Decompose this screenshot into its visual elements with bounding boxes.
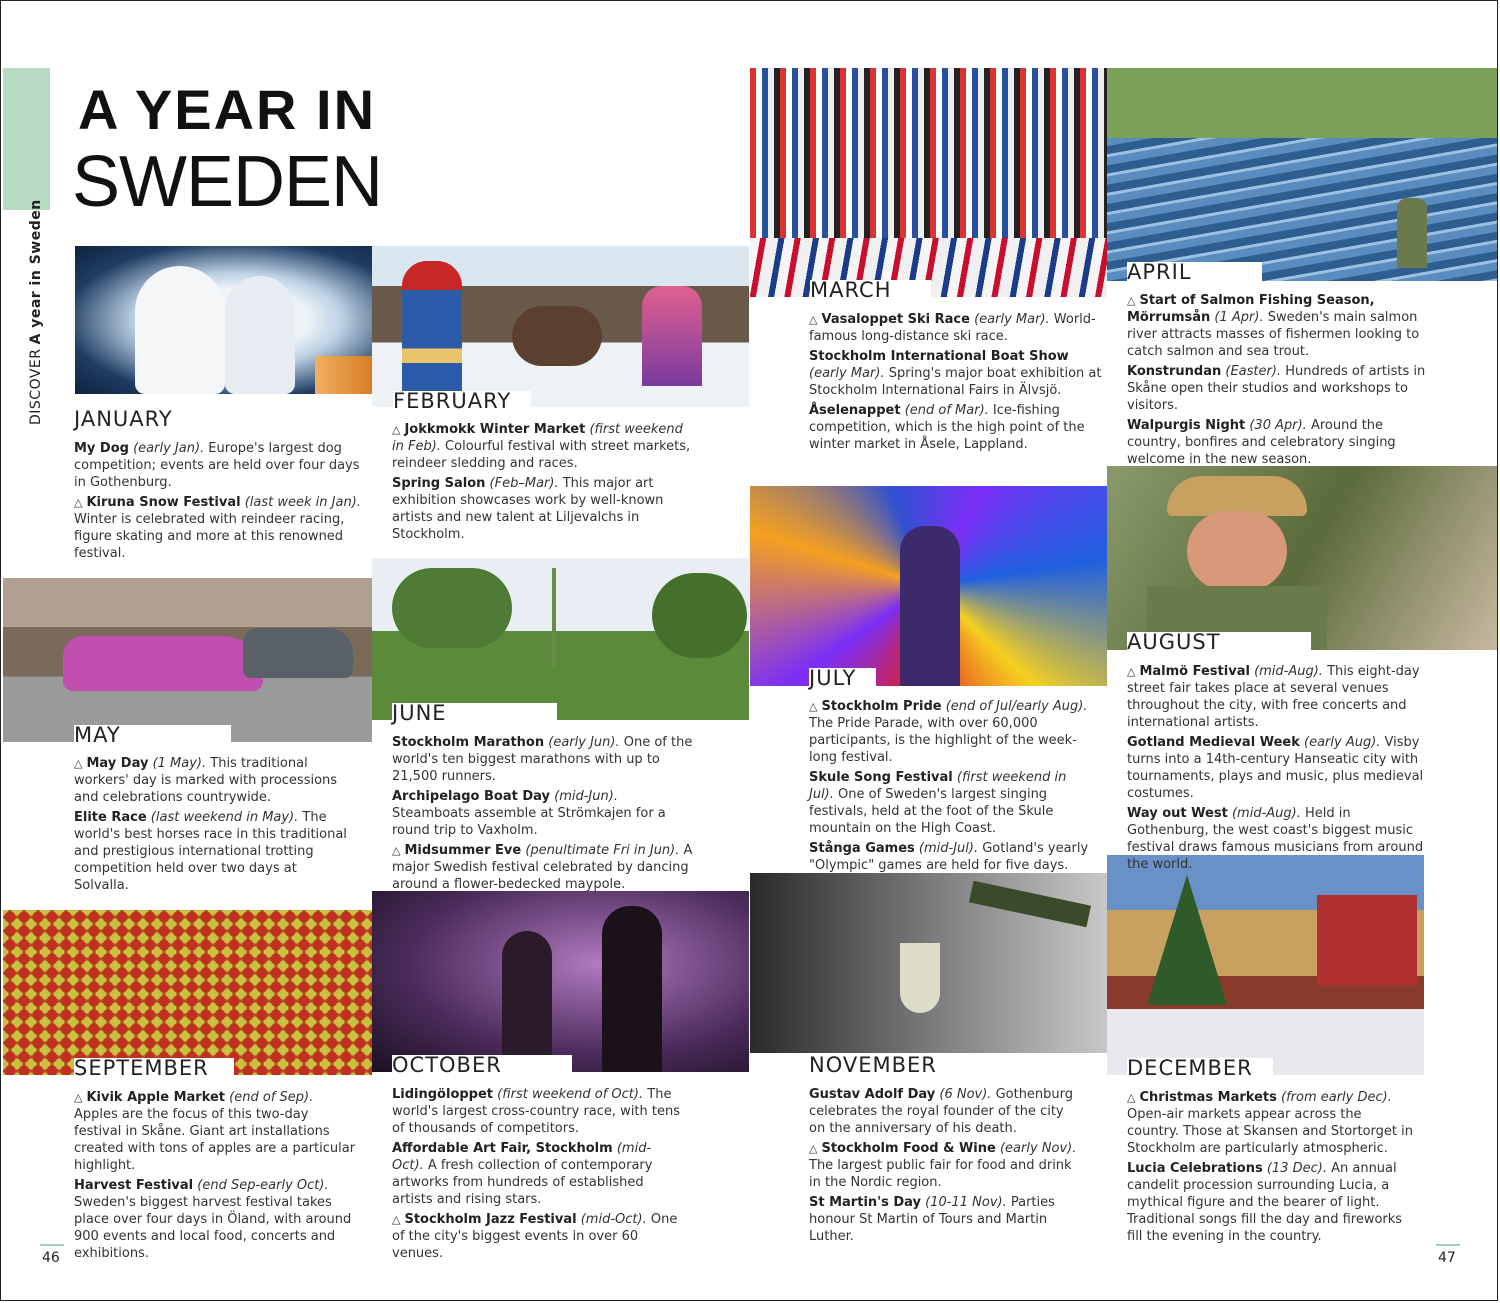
event-item: △ Stockholm Jazz Festival (mid-Oct). One of the city's biggest events in over 60 venues.	[392, 1212, 678, 1261]
triangle-highlight-icon: △	[392, 1213, 401, 1226]
page-number-left: 46	[42, 1250, 60, 1266]
page-number-rule-right	[1436, 1244, 1460, 1246]
event-item: Stockholm International Boat Show (early Mar). Spring's major boat exhibition at Stockholm International Fairs in Älvsjö.	[809, 349, 1102, 398]
side-label-prefix: DISCOVER	[28, 348, 44, 425]
photo-april-salmon-fishing	[1107, 68, 1497, 281]
event-item: Lidingöloppet (first weekend of Oct). The world's largest cross-country race, with tens of thousands of competitors.	[392, 1087, 681, 1136]
event-item: △ Midsummer Eve (penultimate Fri in Jun). A major Swedish festival celebrated by dancing around a flower-bedecked maypole.	[392, 843, 693, 892]
event-item: △ Kiruna Snow Festival (last week in Jan). Winter is celebrated with reindeer racing, figure skating and more at this renowned festival.	[74, 495, 361, 561]
photo-november-food-wine	[750, 873, 1107, 1053]
photo-february-winter-market	[372, 246, 749, 407]
side-label-title: A year in Sweden	[28, 199, 44, 345]
event-item: St Martin's Day (10-11 Nov). Parties honour St Martin of Tours and Martin Luther.	[809, 1195, 1055, 1244]
month-events-april	[1127, 292, 1427, 471]
event-item: Gustav Adolf Day (6 Nov). Gothenburg celebrates the royal founder of the city on the anniversary of his death.	[809, 1087, 1074, 1136]
month-heading-july: JULY	[809, 668, 876, 689]
event-item: Stånga Games (mid-Jul). Gotland's yearly "Olympic" games are held for five days.	[809, 841, 1089, 873]
event-item: △ Christmas Markets (from early Dec). Open-air markets appear across the country. Those at Skansen and Stortorget in Stockholm are particularly atmospheric.	[1127, 1090, 1413, 1156]
event-item: Åselenappet (end of Mar). Ice-fishing competition, which is the high point of the winter market in Åsele, Lappland.	[809, 403, 1085, 452]
triangle-highlight-icon: △	[809, 1142, 818, 1155]
photo-may-day-parade	[3, 578, 372, 742]
month-events-january	[74, 440, 364, 565]
month-heading-october: OCTOBER	[392, 1055, 572, 1076]
event-item: △ Stockholm Food & Wine (early Nov). The largest public fair for food and drink in the Nordic region.	[809, 1141, 1077, 1190]
event-item: Konstrundan (Easter). Hundreds of artists in Skåne open their studios and workshops to visitors.	[1127, 364, 1426, 413]
month-heading-may: MAY	[74, 725, 231, 746]
event-item: Gotland Medieval Week (early Aug). Visby turns into a 14th-century Hanseatic city with tournaments, plays and music, plus medieval costumes.	[1127, 735, 1424, 801]
triangle-highlight-icon: △	[74, 757, 83, 770]
page-title-line2: SWEDEN	[72, 142, 383, 222]
event-item: Stockholm Marathon (early Jun). One of the world's ten biggest marathons with up to 21,500 runners.	[392, 735, 693, 784]
month-events-february	[392, 421, 692, 546]
event-item: △ Start of Salmon Fishing Season, Mörrumsån (1 Apr). Sweden's main salmon river attracts masses of fishermen looking to catch salmon and sea trout.	[1127, 293, 1420, 359]
photo-january-snow-sculpture	[75, 246, 372, 394]
event-item: △ Jokkmokk Winter Market (first weekend in Feb). Colourful festival with street markets, reindeer sledding and races.	[392, 422, 691, 471]
photo-october-jazz	[372, 891, 749, 1072]
event-item: Skule Song Festival (first weekend in Jul). One of Sweden's largest singing festivals, held at the foot of the Skule mountain on the High Coast.	[809, 770, 1067, 836]
month-heading-january: JANUARY	[74, 409, 183, 430]
month-events-december	[1127, 1089, 1417, 1248]
month-heading-june: JUNE	[392, 703, 557, 724]
month-heading-february: FEBRUARY	[393, 391, 531, 412]
photo-june-midsummer	[372, 558, 749, 720]
triangle-highlight-icon: △	[1127, 1091, 1136, 1104]
month-events-october	[392, 1086, 682, 1265]
event-item: Spring Salon (Feb–Mar). This major art exhibition showcases work by well-known artists and new talent at Liljevalchs in Stockholm.	[392, 476, 664, 542]
triangle-highlight-icon: △	[1127, 665, 1136, 678]
photo-august-festival	[1107, 466, 1497, 650]
month-heading-december: DECEMBER	[1127, 1058, 1273, 1079]
event-item: Lucia Celebrations (13 Dec). An annual candelit procession surrounding Lucia, a mythical figure and the bearer of light. Traditional songs fill the day and fireworks fill the evening in the country.	[1127, 1161, 1403, 1244]
month-heading-march: MARCH	[810, 280, 931, 301]
triangle-highlight-icon: △	[809, 700, 818, 713]
month-events-august	[1127, 663, 1427, 876]
triangle-highlight-icon: △	[1127, 294, 1136, 307]
triangle-highlight-icon: △	[74, 1091, 83, 1104]
triangle-highlight-icon: △	[392, 844, 401, 857]
event-item: △ Vasaloppet Ski Race (early Mar). World-famous long-distance ski race.	[809, 312, 1096, 344]
triangle-highlight-icon: △	[392, 423, 401, 436]
month-events-september	[74, 1089, 359, 1265]
month-heading-november: NOVEMBER	[809, 1055, 997, 1076]
event-item: Way out West (mid-Aug). Held in Gothenburg, the west coast's biggest music festival draws famous musicians from around the world.	[1127, 806, 1424, 872]
event-item: Walpurgis Night (30 Apr). Around the country, bonfires and celebratory singing welcome in the new season.	[1127, 418, 1396, 467]
section-color-tab	[3, 68, 50, 210]
side-section-label	[28, 199, 44, 425]
photo-september-apple-market	[3, 910, 372, 1075]
photo-march-ski-race	[750, 68, 1107, 297]
month-events-june	[392, 734, 697, 896]
event-item: Affordable Art Fair, Stockholm (mid-Oct). A fresh collection of contemporary artworks from hundreds of established artists and rising stars.	[392, 1141, 653, 1207]
event-item: Elite Race (last weekend in May). The world's best horses race in this traditional and prestigious international trotting competition held over two days at Solvalla.	[74, 810, 347, 893]
month-events-november	[809, 1086, 1079, 1248]
event-item: △ May Day (1 May). This traditional workers' day is marked with processions and celebrations countrywide.	[74, 756, 338, 805]
event-item: △ Malmö Festival (mid-Aug). This eight-day street fair takes place at several venues throughout the city, with free concerts and international artists.	[1127, 664, 1420, 730]
page-number-rule-left	[40, 1244, 64, 1246]
month-events-may	[74, 755, 354, 897]
event-item: Harvest Festival (end Sep-early Oct). Sweden's biggest harvest festival takes place over four days in Öland, with around 900 events and local food, concerts and exhibitions.	[74, 1178, 352, 1261]
event-item: Archipelago Boat Day (mid-Jun). Steamboats assemble at Strömkajen for a round trip to Vaxholm.	[392, 789, 666, 838]
month-events-march	[809, 311, 1104, 456]
triangle-highlight-icon: △	[74, 496, 83, 509]
page-title-line1: A YEAR IN	[78, 78, 377, 141]
month-heading-april: APRIL	[1127, 262, 1262, 283]
page-number-right: 47	[1438, 1250, 1456, 1266]
month-events-july	[809, 698, 1089, 877]
event-item: My Dog (early Jan). Europe's largest dog competition; events are held over four days in Gothenburg.	[74, 441, 360, 490]
event-item: △ Kivik Apple Market (end of Sep). Apples are the focus of this two-day festival in Skåne. Giant art installations created with tons of apples are a particular highlight.	[74, 1090, 356, 1173]
event-item: △ Stockholm Pride (end of Jul/early Aug). The Pride Parade, with over 60,000 participants, is the highlight of the week-long festival.	[809, 699, 1088, 765]
photo-december-christmas-market	[1107, 855, 1424, 1075]
month-heading-september: SEPTEMBER	[74, 1058, 234, 1079]
triangle-highlight-icon: △	[809, 313, 818, 326]
photo-july-pride	[750, 486, 1107, 686]
month-heading-august: AUGUST	[1127, 632, 1311, 653]
